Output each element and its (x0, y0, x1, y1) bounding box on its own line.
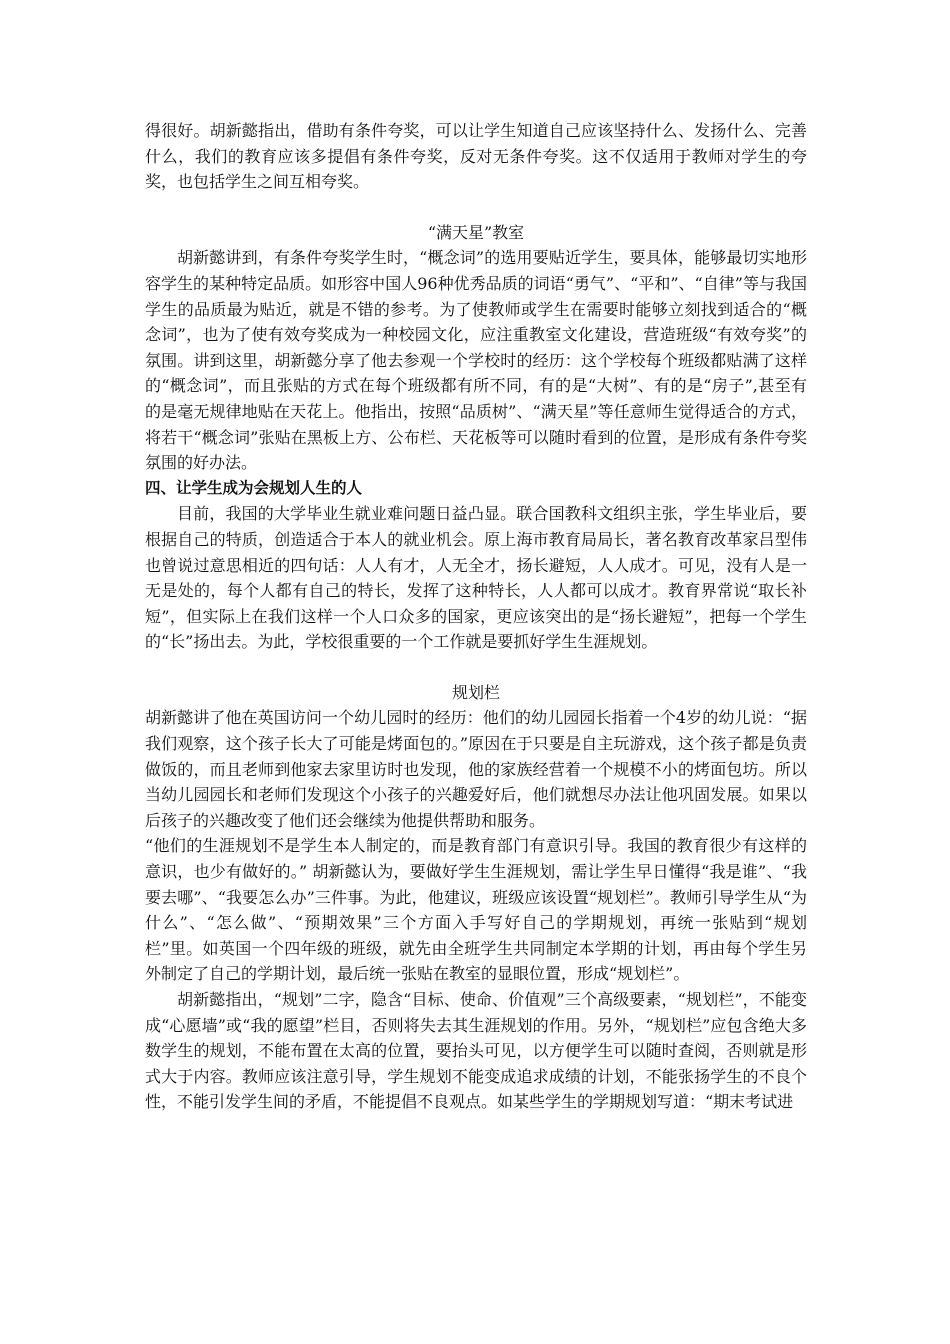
subtitle-plan-board: 规划栏 (451, 682, 500, 702)
paragraph-career: 目前，我国的大学毕业生就业难问题日益凸显。联合国教科文组织主张，学生毕业后，要根据自己的特质，创造适合于本人的就业机会。原上海市教育局局长，著名教育改革家吕型伟也曾说过意思相近的四句话：人人有才，人无全才，扬长避短，人人成才。可见，没有人是一无是处的，每个人都有自己的特长，发挥了这种特长，人人都可以成才。教育界常说“取长补短”，但实际上在我们这样一个人口众多的国家，更应该突出的是“扬长避短”，把每一个学生的“长”扬出去。为此，学校很重要的一个工作就是要抓好学生生涯规划。 (145, 504, 807, 652)
subtitle-stars-classroom: “满天星”教室 (427, 222, 525, 242)
paragraph-intro: 得很好。胡新懿指出，借助有条件夸奖，可以让学生知道自己应该坚持什么、发扬什么、完善什么，我们的教育应该多提倡有条件夸奖，反对无条件夸奖。这不仅适用于教师对学生的夸奖，也包括学生之间互相夸奖。 (145, 121, 807, 192)
section-heading-four: 四、让学生成为会规划人生的人 (145, 478, 363, 497)
paragraph-career-planning: “他们的生涯规划不是学生本人制定的，而是教育部门有意识引导。我国的教育很少有这样的意识，也少有做好的。” 胡新懿认为，要做好学生生涯规划，需让学生早日懂得“我是谁”、“我要去哪”、“我要怎么办”三件事。为此，他建议，班级应该设置“规划栏”。教师引导学生从“为什么”、“怎么做”、“预期效果”三个方面入手写好自己的学期规划，再统一张贴到“规划栏”里。如英国一个四年级的班级，就先由全班学生共同制定本学期的计划，再由每个学生另外制定了自己的学期计划，最后统一张贴在教室的显眼位置，形成“规划栏”。 (145, 836, 807, 984)
paragraph-plan-guidance: 胡新懿指出，“规划”二字，隐含“目标、使命、价值观”三个高级要素，“规划栏”，不能变成“心愿墙”或“我的愿望”栏目，否则将失去其生涯规划的作用。另外，“规划栏”应包含绝大多数学生的规划，不能布置在太高的位置，要抬头可见，以方便学生可以随时查阅，否则就是形式大于内容。教师应该注意引导，学生规划不能变成追求成绩的计划，不能张扬学生的不良个性，不能引发学生间的矛盾，不能提倡不良观点。如某些学生的学期规划写道：“期末考试进 (145, 990, 807, 1112)
paragraph-stars: 胡新懿讲到，有条件夸奖学生时，“概念词”的选用要贴近学生，要具体，能够最切实地形容学生的某种特定品质。如形容中国人96种优秀品质的词语“勇气”、“平和”、“自律”等与我国学生的品质最为贴近，就是不错的参考。为了使教师或学生在需要时能够立刻找到适合的“概念词”，也为了使有效夸奖成为一种校园文化，应注重教室文化建设，营造班级“有效夸奖”的氛围。讲到这里，胡新懿分享了他去参观一个学校时的经历：这个学校每个班级都贴满了这样的“概念词”，而且张贴的方式在每个班级都有所不同，有的是“大树”、有的是“房子”,甚至有的是毫无规律地贴在天花上。他指出，按照“品质树”、“满天星”等任意师生觉得适合的方式，将若干“概念词”张贴在黑板上方、公布栏、天花板等可以随时看到的位置，是形成有条件夸奖氛围的好办法。 (145, 248, 807, 473)
paragraph-uk-visit: 胡新懿讲了他在英国访问一个幼儿园时的经历：他们的幼儿园园长指着一个4岁的幼儿说：“据我们观察，这个孩子长大了可能是烤面包的。”原因在于只要是自主玩游戏，这个孩子都是负责做饭的，而且老师到他家去家里访时也发现，他的家族经营着一个规模不小的烤面包坊。所以当幼儿园园长和老师们发现这个小孩子的兴趣爱好后，他们就想尽办法让他巩固发展。如果以后孩子的兴趣改变了他们还会继续为他提供帮助和服务。 (145, 708, 807, 830)
document-page (145, 118, 807, 1115)
